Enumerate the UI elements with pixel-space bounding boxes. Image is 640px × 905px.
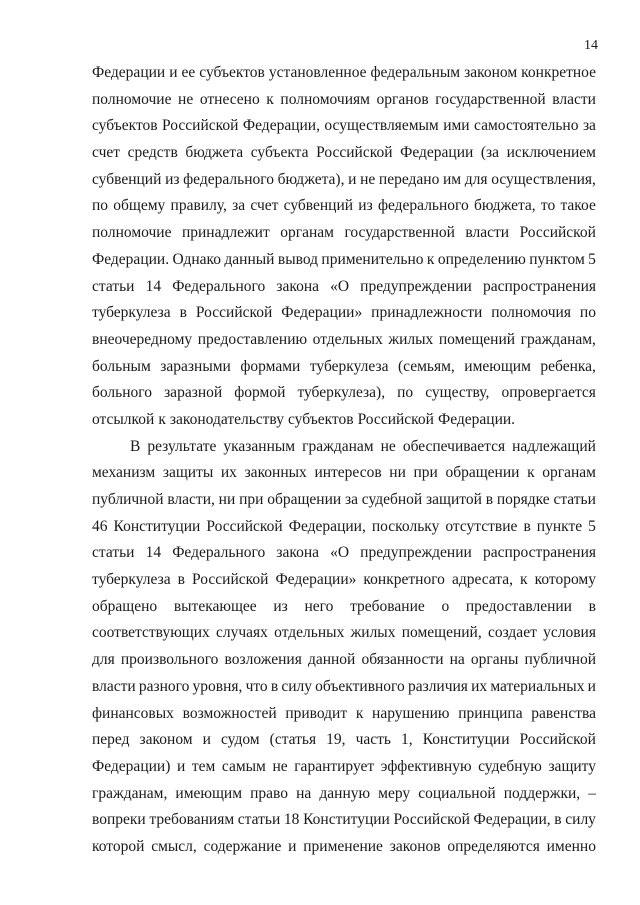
word: (статья xyxy=(269,731,317,749)
word: эффективную xyxy=(380,757,472,775)
word: формой xyxy=(234,384,286,402)
word: 14 xyxy=(145,544,162,562)
word: в xyxy=(485,491,494,508)
word: 19, xyxy=(326,731,346,749)
word: субвенций xyxy=(92,170,162,188)
word: данной xyxy=(307,651,356,669)
word: обращении xyxy=(445,464,520,482)
word: обязанности xyxy=(361,651,444,669)
word: их xyxy=(220,464,237,482)
word: пунктом xyxy=(529,250,585,268)
word: общему xyxy=(113,197,166,215)
word: помещений xyxy=(438,330,516,348)
word: самостоятельно xyxy=(474,117,579,135)
word: финансовых xyxy=(92,704,174,722)
word: возможностей xyxy=(182,704,277,722)
word: Российской xyxy=(192,571,269,589)
text-line xyxy=(92,754,596,781)
word: распространения xyxy=(482,277,596,295)
word: и xyxy=(348,170,357,188)
word: Российской xyxy=(162,117,239,135)
page-number: 14 xyxy=(584,38,598,53)
word: отсылкой xyxy=(92,410,155,428)
word: которому xyxy=(534,571,596,589)
word: 5 xyxy=(588,517,596,535)
word: не xyxy=(178,90,194,108)
word: существу, xyxy=(425,384,490,402)
word: применительно xyxy=(321,250,424,268)
word: применение xyxy=(303,837,383,855)
word: органам xyxy=(542,464,596,482)
word: по xyxy=(579,304,596,322)
word: 14 xyxy=(145,277,162,295)
word: условия xyxy=(543,624,596,642)
word: бюджета), xyxy=(277,170,345,188)
word: то xyxy=(540,197,556,215)
word: порядке xyxy=(496,491,550,508)
word: данный xyxy=(224,250,275,268)
word: статьи xyxy=(553,491,596,508)
word: определяются xyxy=(447,837,540,855)
word: ни xyxy=(218,491,236,508)
word: пункте xyxy=(536,517,583,535)
word: правилу, xyxy=(170,197,227,215)
word: Федерации» xyxy=(275,571,357,589)
word: для xyxy=(92,651,115,669)
word: Российской xyxy=(316,144,393,162)
word: ими xyxy=(443,117,470,135)
word: Федерации xyxy=(92,64,166,81)
word: Российской xyxy=(393,811,470,829)
word: из xyxy=(358,197,373,215)
word: – xyxy=(588,784,596,802)
word: бюджета, xyxy=(474,197,536,215)
text-line xyxy=(92,407,596,434)
text-line xyxy=(92,167,596,194)
word: требование xyxy=(350,597,425,615)
word: Конституции xyxy=(303,811,390,829)
word: и xyxy=(176,757,186,775)
word: на xyxy=(296,784,312,802)
word: В xyxy=(130,437,141,455)
word: Федерации, xyxy=(242,117,320,135)
word: социальной xyxy=(418,784,496,802)
word: публичной xyxy=(524,651,596,669)
word: соответствующих xyxy=(92,624,210,642)
text-line xyxy=(92,647,596,674)
word: такое xyxy=(560,197,596,215)
word: Российской xyxy=(519,224,596,242)
word: федерального xyxy=(183,170,274,188)
word: защитой xyxy=(426,491,482,508)
word: Однако xyxy=(172,250,222,268)
word: отнесено xyxy=(199,90,260,108)
word: отдельных xyxy=(312,330,383,348)
word: поддержки, xyxy=(503,784,581,802)
word: приводит xyxy=(285,704,348,722)
word: и xyxy=(202,731,211,749)
word: предоставлению xyxy=(197,330,308,348)
word: Федерации» xyxy=(281,304,363,322)
word: адресата, xyxy=(451,571,513,589)
text-line xyxy=(92,380,596,407)
text-line xyxy=(92,60,596,87)
word: закона xyxy=(276,277,319,295)
word: 1, xyxy=(401,731,413,749)
word: право xyxy=(250,784,289,802)
word: конкретное xyxy=(521,64,596,81)
word: при xyxy=(239,491,264,508)
word: государственной xyxy=(435,90,546,108)
word: жилых xyxy=(388,330,434,348)
text-line xyxy=(92,540,596,567)
word: публичной xyxy=(92,491,164,508)
word: принадлежности xyxy=(371,304,483,322)
word: именно xyxy=(546,837,596,855)
word: силу xyxy=(281,677,312,695)
word: защиты xyxy=(162,464,214,482)
word: власти xyxy=(552,90,596,108)
word: Федерации, xyxy=(288,517,366,535)
word: отсутствие xyxy=(445,517,518,535)
word: полномочиям xyxy=(280,90,370,108)
word: интересов xyxy=(314,464,382,482)
word: поскольку xyxy=(371,517,440,535)
word: Федерации. xyxy=(92,250,170,268)
text-line xyxy=(92,460,596,487)
word: случаях xyxy=(216,624,268,642)
word: органы xyxy=(470,651,519,669)
word: имеющим xyxy=(175,784,243,802)
word: туберкулеза xyxy=(92,304,171,322)
text-line xyxy=(92,113,596,140)
word: по xyxy=(397,384,414,402)
word: вытекающее xyxy=(173,597,257,615)
text-line xyxy=(92,807,596,834)
word: бюджета xyxy=(185,144,244,162)
word: закона xyxy=(276,544,319,562)
word: законом xyxy=(139,731,193,749)
word: обращено xyxy=(92,597,158,615)
word: Российской xyxy=(519,731,596,749)
word: к xyxy=(426,250,435,268)
word: него xyxy=(304,597,334,615)
word: гарантирует xyxy=(294,757,375,775)
word: самым xyxy=(221,757,266,775)
word: средств xyxy=(127,144,178,162)
text-line xyxy=(92,514,596,541)
word: результате xyxy=(147,437,217,455)
word: «О xyxy=(330,277,350,295)
word: к xyxy=(520,571,528,589)
word: не xyxy=(272,757,288,775)
word: их xyxy=(471,677,488,695)
word: предупреждении xyxy=(360,277,472,295)
text-line xyxy=(92,674,596,701)
word: власти xyxy=(92,677,136,695)
word: часть xyxy=(355,731,391,749)
word: судом xyxy=(221,731,260,749)
word: указанным xyxy=(223,437,296,455)
word: полномочия xyxy=(491,304,571,322)
word: опровергается xyxy=(501,384,596,402)
word: федерального xyxy=(377,197,469,215)
word: полномочие xyxy=(92,90,172,108)
word: в xyxy=(523,517,531,535)
word: федеральным xyxy=(370,64,461,81)
text-line xyxy=(92,193,596,220)
text-line xyxy=(92,140,596,167)
word: субвенций xyxy=(283,197,354,215)
word: заразной xyxy=(164,384,223,402)
word: и xyxy=(587,677,596,695)
word: государственной xyxy=(344,224,455,242)
word: гражданам, xyxy=(92,784,168,802)
word: за xyxy=(232,197,246,215)
word: власти xyxy=(465,224,510,242)
word: больного xyxy=(92,384,153,402)
word: механизм xyxy=(92,464,156,482)
word: законов xyxy=(389,837,441,855)
word: обращении xyxy=(267,491,342,508)
word: не xyxy=(380,437,396,455)
word: предупреждении xyxy=(360,544,472,562)
word: на xyxy=(449,651,465,669)
word: органам xyxy=(280,224,334,242)
word: 18 xyxy=(283,811,300,829)
text-line xyxy=(92,247,596,274)
word: предоставлении xyxy=(465,597,572,615)
word: не xyxy=(360,170,376,188)
word: отдельных xyxy=(274,624,345,642)
word: полномочие xyxy=(92,224,172,242)
word: требованиям xyxy=(149,811,235,829)
word: за xyxy=(344,491,358,508)
word: жилых xyxy=(350,624,396,642)
word: в xyxy=(177,571,185,589)
word: и xyxy=(288,837,297,855)
word: счет xyxy=(250,197,279,215)
word: статьи xyxy=(92,277,135,295)
word: субъекта xyxy=(250,144,309,162)
text-line xyxy=(92,567,596,594)
text-line xyxy=(92,220,596,247)
word: осуществляемым xyxy=(324,117,439,135)
word: Федерального xyxy=(172,277,266,295)
word: Российской xyxy=(357,410,434,428)
word: в xyxy=(270,677,279,695)
word: формами xyxy=(240,357,301,375)
word: помещений, xyxy=(401,624,482,642)
text-line xyxy=(92,701,596,728)
word: данную xyxy=(319,784,371,802)
text-line xyxy=(92,300,596,327)
paragraph xyxy=(92,434,596,861)
word: при xyxy=(413,464,438,482)
word: им xyxy=(443,170,462,188)
word: 5 xyxy=(588,250,596,268)
word: передано xyxy=(378,170,440,188)
word: (за xyxy=(480,144,500,162)
word: для xyxy=(464,170,488,188)
word: Российской xyxy=(206,517,283,535)
word: туберкулеза xyxy=(309,357,389,375)
word: статьи xyxy=(92,544,135,562)
word: судебную xyxy=(478,757,542,775)
word: надлежащий xyxy=(512,437,596,455)
word: что xyxy=(245,677,268,695)
text-line xyxy=(92,327,596,354)
word: конкретного xyxy=(363,571,445,589)
text-line xyxy=(92,594,596,621)
word: смысл, xyxy=(151,837,197,855)
word: вопреки xyxy=(92,811,146,829)
word: тем xyxy=(191,757,216,775)
word: субъектов xyxy=(287,410,354,428)
word: субъектов xyxy=(199,64,265,81)
word: защиту xyxy=(548,757,596,775)
word: разного xyxy=(138,677,190,695)
word: внеочередному xyxy=(92,330,193,348)
word: нарушению xyxy=(372,704,450,722)
word: силу xyxy=(565,811,596,829)
text-line xyxy=(92,834,596,861)
word: туберкулеза), xyxy=(297,384,386,402)
word: установленное xyxy=(268,64,367,81)
word: гражданам xyxy=(302,437,374,455)
word: органов xyxy=(376,90,429,108)
word: принадлежит xyxy=(181,224,270,242)
word: обеспечивается xyxy=(402,437,506,455)
word: осуществления, xyxy=(491,170,596,188)
word: ее xyxy=(181,64,196,81)
word: вывод xyxy=(277,250,319,268)
word: из xyxy=(273,597,288,615)
word: ребенка, xyxy=(540,357,596,375)
word: Российской xyxy=(195,304,273,322)
word: к xyxy=(158,410,166,428)
word: которой xyxy=(92,837,145,855)
word: Федерального xyxy=(172,544,266,562)
word: (семьям, xyxy=(397,357,455,375)
word: за xyxy=(582,117,596,135)
word: в xyxy=(554,811,562,829)
word: Федерации, xyxy=(473,811,551,829)
word: различия xyxy=(407,677,468,695)
word: гражданам, xyxy=(520,330,596,348)
word: субъектов xyxy=(92,117,158,135)
word: к xyxy=(527,464,535,482)
word: и xyxy=(169,64,178,81)
word: 46 xyxy=(92,517,108,535)
word: объективного xyxy=(315,677,405,695)
body-text xyxy=(92,60,596,861)
word: по xyxy=(92,197,109,215)
word: возложения xyxy=(224,651,302,669)
word: законом xyxy=(464,64,518,81)
word: определению xyxy=(437,250,526,268)
paragraph xyxy=(92,60,596,434)
word: в xyxy=(179,304,187,322)
word: заразными xyxy=(160,357,231,375)
text-line xyxy=(92,87,596,114)
word: власти, xyxy=(167,491,215,508)
word: материальных xyxy=(490,677,585,695)
word: уровня, xyxy=(192,677,243,695)
word: ни xyxy=(389,464,406,482)
text-line xyxy=(92,434,596,461)
word: больным xyxy=(92,357,151,375)
word: к xyxy=(355,704,364,722)
word: к xyxy=(266,90,274,108)
word: счет xyxy=(92,144,121,162)
word: статьи xyxy=(237,811,281,829)
text-line xyxy=(92,354,596,381)
word: равенства xyxy=(531,704,596,722)
word: о xyxy=(441,597,450,615)
word: произвольного xyxy=(120,651,219,669)
text-line xyxy=(92,727,596,754)
word: принципа xyxy=(458,704,523,722)
text-line xyxy=(92,620,596,647)
word: меру xyxy=(378,784,411,802)
word: Конституции xyxy=(422,731,510,749)
word: Федерации) xyxy=(92,757,171,775)
word: законных xyxy=(244,464,307,482)
text-line xyxy=(92,487,596,514)
word: создает xyxy=(487,624,537,642)
word: исключением xyxy=(506,144,596,162)
word: содержание xyxy=(203,837,282,855)
word: из xyxy=(165,170,180,188)
word: «О xyxy=(330,544,350,562)
word: в xyxy=(588,597,596,615)
word: имеющим xyxy=(464,357,531,375)
word: судебной xyxy=(361,491,423,508)
text-line xyxy=(92,274,596,301)
word: Федерации. xyxy=(437,410,516,428)
text-line xyxy=(92,781,596,808)
word: туберкулеза xyxy=(92,571,171,589)
word: перед xyxy=(92,731,130,749)
word: Федерации xyxy=(400,144,474,162)
word: Конституции xyxy=(113,517,201,535)
word: законодательству xyxy=(169,410,284,428)
word: распространения xyxy=(482,544,596,562)
